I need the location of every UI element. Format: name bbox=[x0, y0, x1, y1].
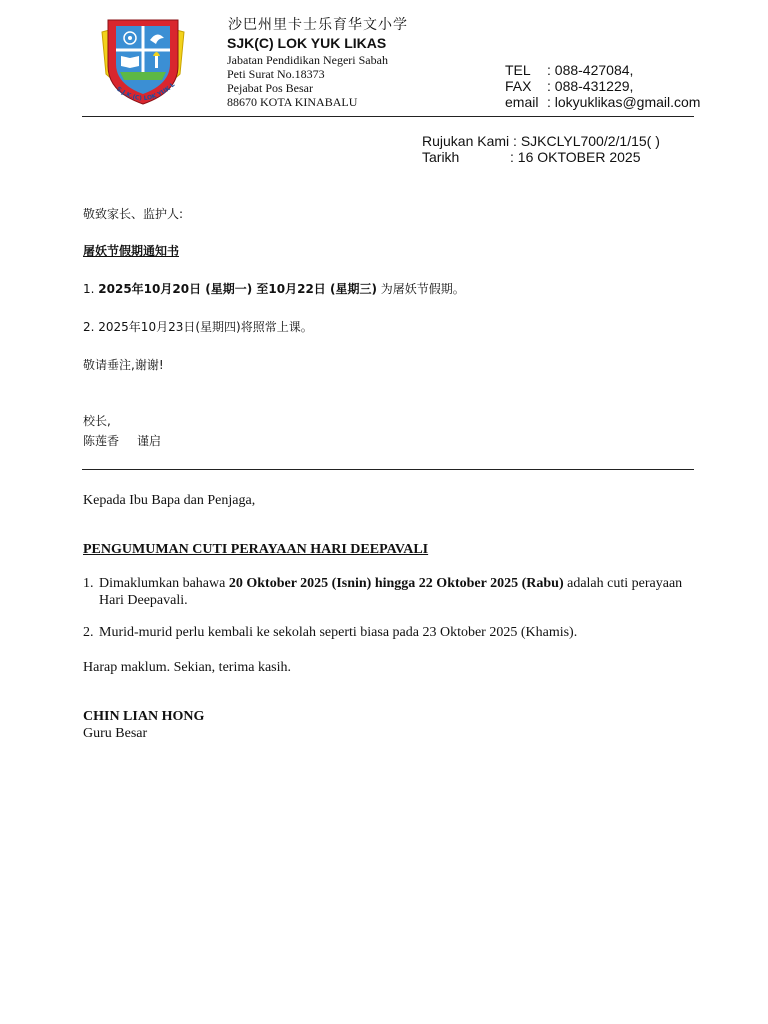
contact-tel bbox=[505, 62, 700, 78]
list-item bbox=[83, 624, 695, 641]
reference-label: Rujukan Kami bbox=[422, 133, 510, 149]
contact-info bbox=[505, 62, 700, 110]
date-value: : 16 OKTOBER 2025 bbox=[510, 149, 641, 165]
paragraph-number: 1. bbox=[83, 282, 95, 296]
contact-label: email bbox=[505, 94, 539, 110]
list-text-part: Dimaklumkan bahawa bbox=[99, 576, 229, 591]
svg-text:S.J.K.(C) LOK YUK LIKAS: S.J.K.(C) LOK YUK L bbox=[115, 81, 177, 103]
address-line: Jabatan Pendidikan Negeri Sabah bbox=[227, 53, 388, 67]
list-item bbox=[83, 575, 695, 609]
chinese-paragraph-2: 2. 2025年10月23日(星期四)将照常上课。 bbox=[83, 320, 313, 334]
contact-label: TEL bbox=[505, 62, 531, 78]
school-name: SJK(C) LOK YUK LIKAS bbox=[227, 35, 387, 51]
chinese-paragraph-3: 敬请垂注,谢谢! bbox=[83, 358, 164, 372]
sign-closing: 谨启 bbox=[137, 434, 162, 448]
malay-greeting: Kepada Ibu Bapa dan Penjaga, bbox=[83, 493, 256, 508]
contact-value: : lokyuklikas@gmail.com bbox=[547, 94, 701, 110]
chinese-greeting: 敬致家长、监护人: bbox=[83, 207, 184, 221]
signatory-name: CHIN LIAN HONG bbox=[83, 709, 205, 724]
contact-value: : 088-431229, bbox=[547, 78, 634, 94]
chinese-paragraph-1 bbox=[83, 280, 465, 297]
signatory-title: Guru Besar bbox=[83, 726, 148, 741]
malay-list bbox=[83, 575, 695, 656]
chinese-signature bbox=[83, 432, 161, 449]
header-divider bbox=[82, 116, 694, 117]
list-text bbox=[99, 575, 695, 609]
chinese-sign-role: 校长, bbox=[83, 414, 111, 428]
section-divider bbox=[82, 469, 694, 470]
date-row bbox=[422, 149, 660, 165]
school-crest-logo bbox=[100, 14, 186, 110]
contact-email bbox=[505, 94, 700, 110]
malay-signature bbox=[83, 708, 204, 742]
contact-fax bbox=[505, 78, 700, 94]
school-name-chinese: 沙巴州里卡士乐育华文小学 bbox=[228, 17, 408, 33]
contact-label: FAX bbox=[505, 78, 532, 94]
contact-value: : 088-427084, bbox=[547, 62, 634, 78]
holiday-dates: 20 Oktober 2025 (Isnin) hingga 22 Oktober 2025 (Rabu) bbox=[228, 576, 564, 591]
signatory-name: 陈莲香 bbox=[83, 434, 120, 448]
reference-block bbox=[422, 133, 660, 165]
chinese-title: 屠妖节假期通知书 bbox=[83, 244, 180, 258]
holiday-dates: 2025年10月20日 (星期一) 至10月22日 (星期三) bbox=[98, 282, 377, 296]
address-line: 88670 KOTA KINABALU bbox=[227, 95, 358, 109]
list-text-part: adalah cuti perayaan Hari Deepavali. bbox=[99, 576, 683, 608]
address-line: Pejabat Pos Besar bbox=[227, 81, 313, 95]
malay-title: PENGUMUMAN CUTI PERAYAAN HARI DEEPAVALI bbox=[83, 542, 429, 557]
date-label: Tarikh bbox=[422, 149, 460, 165]
school-address bbox=[227, 53, 388, 109]
malay-closing: Harap maklum. Sekian, terima kasih. bbox=[83, 660, 291, 675]
list-number: 2. bbox=[83, 625, 94, 640]
address-line: Peti Surat No.18373 bbox=[227, 67, 325, 81]
list-number: 1. bbox=[83, 576, 94, 591]
reference-value: : SJKCLYL700/2/1/15( ) bbox=[513, 133, 660, 149]
paragraph-text: 为屠妖节假期。 bbox=[380, 282, 465, 296]
list-text: Murid-murid perlu kembali ke sekolah seperti biasa pada 23 Oktober 2025 (Khamis). bbox=[99, 625, 578, 640]
reference-row bbox=[422, 133, 660, 149]
